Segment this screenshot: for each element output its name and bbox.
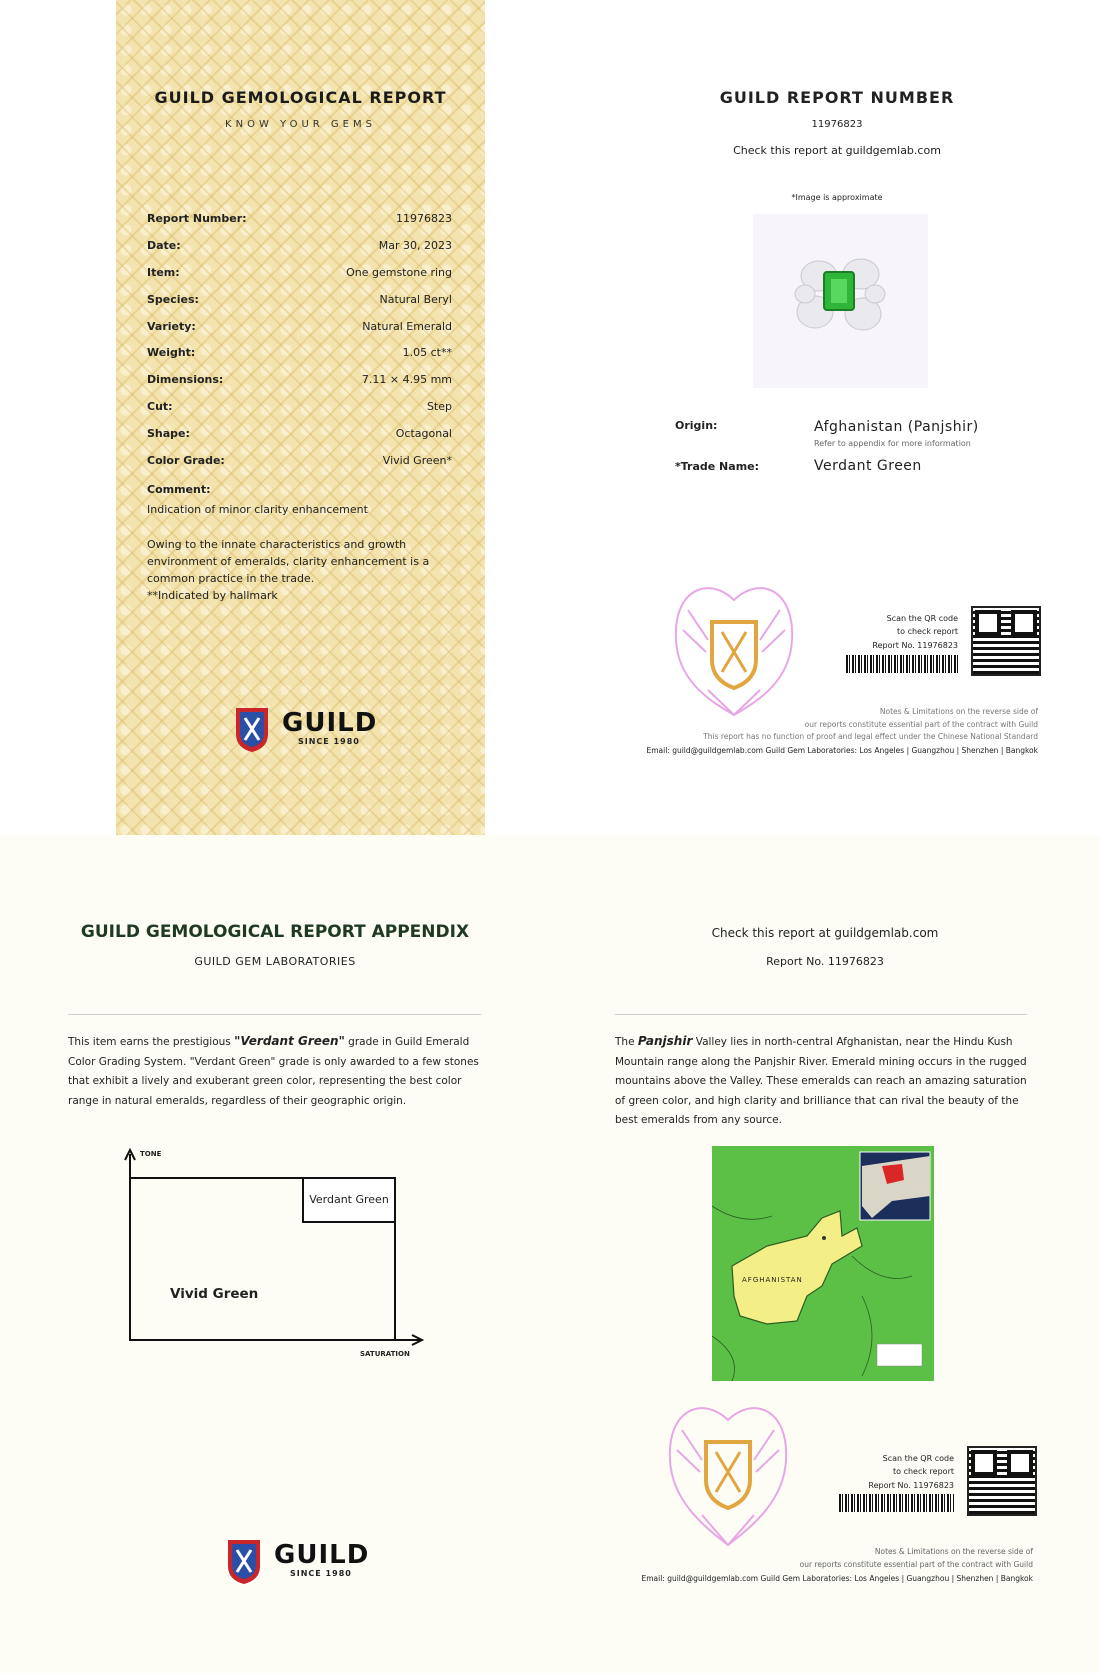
guild-logo [234,704,270,758]
guild-logo-since: SINCE 1980 [290,1569,352,1578]
divider [615,1014,1027,1015]
notes-line: Notes & Limitations on the reverse side of [874,1547,1033,1556]
report-field-row [147,320,452,340]
report-field-row [147,239,452,259]
guild-logo-text: GUILD [274,1540,370,1570]
qr-caption-line: to check report [893,1467,954,1476]
field-label: Variety: [147,320,196,333]
qr-code[interactable] [967,1446,1037,1516]
para-text: grade in Guild Emerald [344,1036,470,1048]
diagram-vivid-label: Vivid Green [170,1286,259,1302]
field-label: Date: [147,239,181,252]
para-text: The [615,1036,638,1048]
qr-caption-line: to check report [897,627,958,636]
para-line: that exhibit a lively and exuberant green color, representing the best color [68,1075,462,1087]
diagram-verdant-label: Verdant Green [309,1193,389,1206]
para-text: Valley lies in north-central Afghanistan, near the Hindu Kush [692,1036,1013,1048]
guild-logo-since: SINCE 1980 [298,737,360,746]
para-text: This item earns the prestigious [68,1036,235,1048]
report-field-row [147,346,452,366]
report-field-row [147,427,452,447]
report-field-row [147,266,452,286]
para-line: range in natural emeralds, regardless of their geographic origin. [68,1094,407,1107]
field-value: Octagonal [395,427,452,440]
footer-contact: Email: guild@guildgemlab.com Guild Gem Laboratories: Los Angeles | Guangzhou | Shenzhen | Bangkok [641,1574,1033,1583]
trade-name-value: Verdant Green [814,458,922,474]
report-number: Report No. 11976823 [766,955,884,968]
grading-diagram [120,1146,430,1366]
report-subtitle: KNOW YOUR GEMS [225,119,376,130]
trade-name-label: *Trade Name: [675,460,760,473]
guild-logo [226,1536,262,1590]
para-line: Mountain range along the Panjshir River. Emerald mining occurs in the rugged [615,1055,1027,1068]
image-note: *Image is approximate [791,193,883,202]
field-value: One gemstone ring [346,266,452,279]
qr-caption [816,1452,954,1492]
divider [68,1014,481,1015]
field-value: Mar 30, 2023 [378,239,452,252]
note-line: common practice in the trade. [147,572,315,585]
report-title: GUILD GEMOLOGICAL REPORT [154,88,447,107]
para-line: Color Grading System. "Verdant Green" grade is only awarded to a few stones [68,1055,479,1068]
para-line: of green color, and high clarity and brilliance that can rival the beauty of the [615,1094,1019,1107]
field-label: Dimensions: [147,373,224,386]
origin-note: Refer to appendix for more information [814,439,971,448]
origin-value: Afghanistan (Panjshir) [814,419,979,435]
field-label: Shape: [147,427,190,440]
barcode [846,655,958,673]
qr-code[interactable] [971,606,1041,676]
diagram-x-label: SATURATION [360,1350,410,1358]
notes-line: Notes & Limitations on the reverse side of [879,707,1038,716]
note-line: environment of emeralds, clarity enhancement is a [147,555,430,568]
footer-contact: Email: guild@guildgemlab.com Guild Gem Laboratories: Los Angeles | Guangzhou | Shenzhen | Bangkok [646,746,1038,755]
notes-line: our reports constitute essential part of the contract with Guild [799,1559,1033,1569]
ring-photo [753,214,928,388]
comment-row [147,483,452,503]
map-country-label: AFGHANISTAN [742,1276,803,1284]
field-label: Species: [147,293,199,306]
field-value: Natural Emerald [362,320,452,333]
barcode [839,1494,954,1512]
notes-line: This report has no function of proof and legal effect under the Chinese National Standard [703,732,1038,741]
appendix-title: GUILD GEMOLOGICAL REPORT APPENDIX [80,922,470,942]
qr-caption [820,612,958,652]
report-number-value: 11976823 [811,119,863,130]
notes-line: our reports constitute essential part of the contract with Guild [804,719,1038,729]
field-label: Report Number: [147,212,247,225]
field-value: Natural Beryl [379,293,452,306]
report-field-row [147,373,452,393]
report-field-row [147,400,452,420]
check-report-text: Check this report at guildgemlab.com [711,926,939,940]
qr-caption-line: Scan the QR code [886,614,958,623]
clarity-note [147,536,429,604]
verdant-green-description [68,1032,488,1111]
diagram-y-label: TONE [140,1150,162,1158]
notes-limitations [560,706,1038,744]
guild-logo-text: GUILD [282,708,378,738]
report-field-row [147,454,452,474]
field-value: Vivid Green* [382,454,452,467]
para-line: best emeralds from any source. [615,1114,782,1126]
field-value: 7.11 × 4.95 mm [361,373,452,386]
field-label: Color Grade: [147,454,225,467]
report-number-title: GUILD REPORT NUMBER [719,88,955,107]
para-emphasis: Panjshir [637,1034,693,1048]
shield-icon [234,704,270,754]
field-label: Cut: [147,400,173,413]
appendix-subtitle: GUILD GEM LABORATORIES [194,955,356,968]
check-report-text: Check this report at guildgemlab.com [733,144,941,157]
shield-icon [226,1536,262,1586]
qr-caption-line: Scan the QR code [882,1454,954,1463]
comment-value: Indication of minor clarity enhancement [147,503,368,516]
para-emphasis: "Verdant Green" [234,1034,345,1048]
origin-label: Origin: [675,419,718,432]
comment-label: Comment: [147,483,211,496]
field-value: 11976823 [396,212,452,225]
report-field-row [147,212,452,232]
note-line: **Indicated by hallmark [147,589,278,602]
note-line: Owing to the innate characteristics and growth [147,538,407,551]
field-value: 1.05 ct** [402,346,452,359]
field-value: Step [426,400,452,413]
qr-caption-report: Report No. 11976823 [872,641,958,650]
qr-caption-report: Report No. 11976823 [868,1481,954,1490]
eagle-seal-icon [668,580,800,724]
notes-limitations [560,1546,1033,1571]
para-line: mountains above the Valley. These emeralds can reach an amazing saturation [615,1075,1027,1087]
panjshir-description [615,1032,1055,1131]
eagle-seal-icon [662,1400,794,1554]
afghanistan-map [712,1146,934,1381]
report-field-row [147,293,452,313]
field-label: Weight: [147,346,196,359]
field-label: Item: [147,266,180,279]
